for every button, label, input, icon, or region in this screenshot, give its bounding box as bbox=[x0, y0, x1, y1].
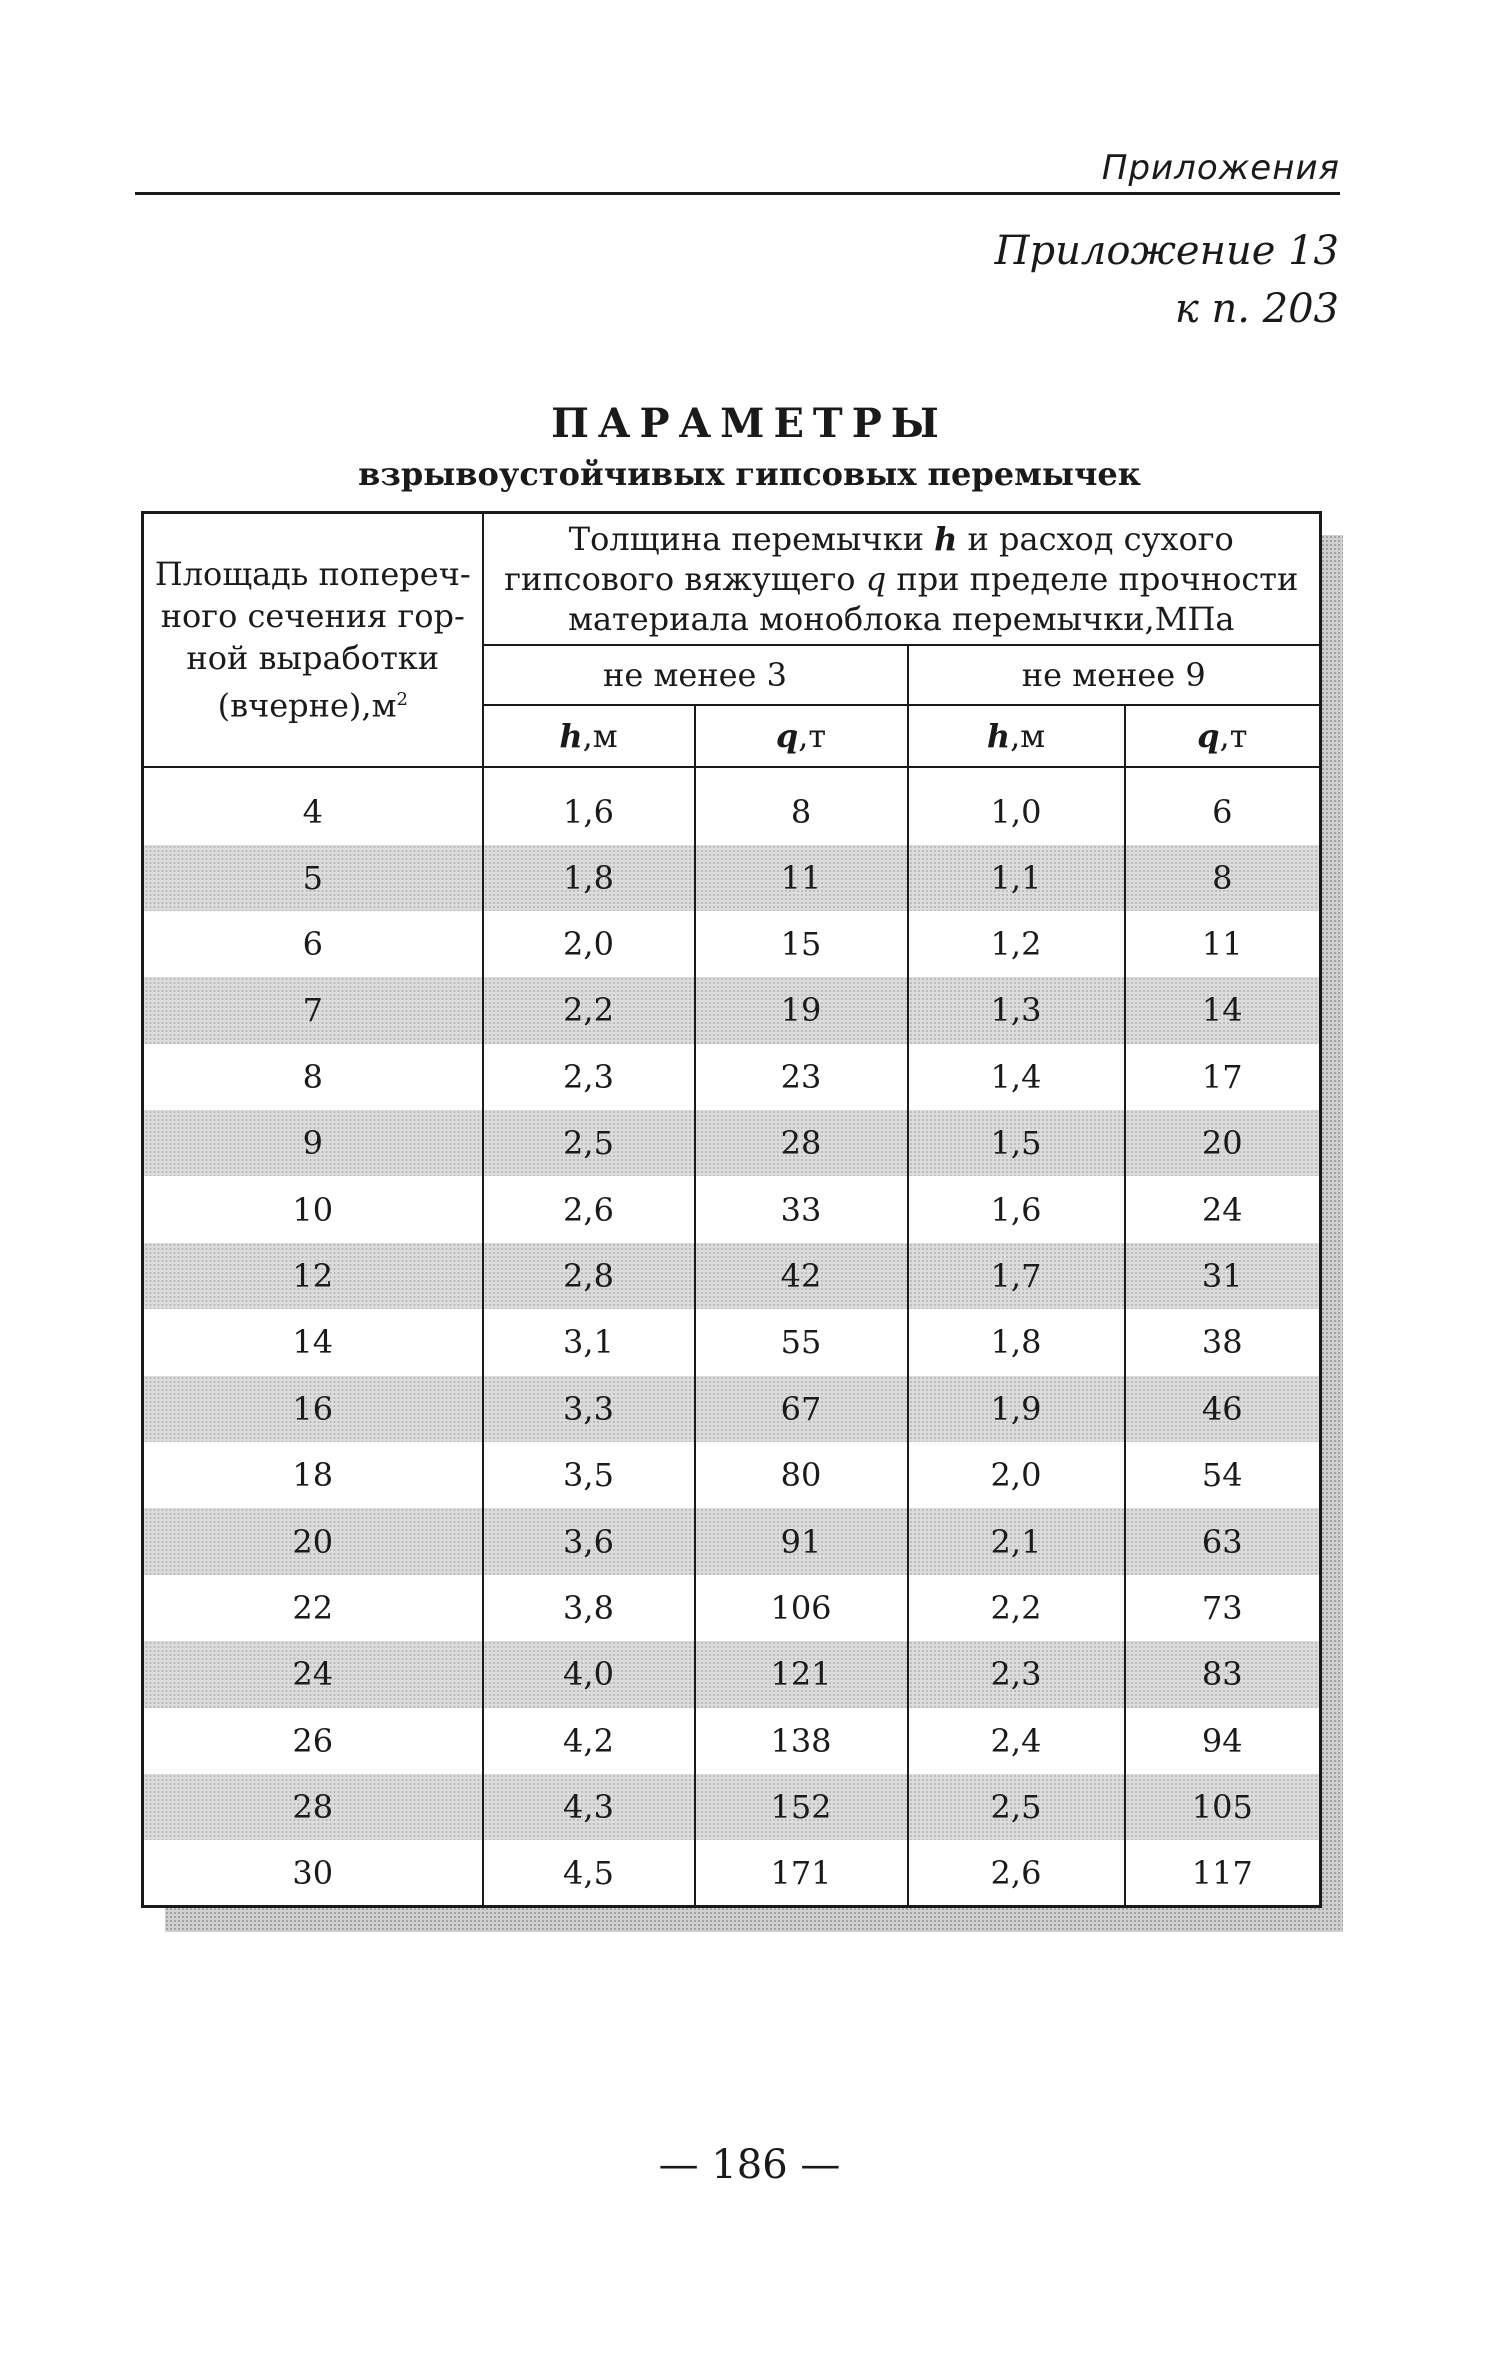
table-row bbox=[143, 1840, 1321, 1906]
parameters-table bbox=[141, 511, 1322, 1908]
cell-h-9: 1,1 bbox=[908, 845, 1125, 911]
cell-h-9: 1,5 bbox=[908, 1110, 1125, 1176]
cell-h-9: 1,8 bbox=[908, 1309, 1125, 1375]
cell-q-3: 91 bbox=[695, 1508, 908, 1574]
cell-area: 4 bbox=[143, 767, 483, 845]
document-title: ПАРАМЕТРЫ bbox=[551, 400, 948, 447]
cell-q-3: 138 bbox=[695, 1708, 908, 1774]
header-col-h-9: h,м bbox=[908, 705, 1125, 767]
table-row bbox=[143, 1176, 1321, 1242]
cell-q-3: 152 bbox=[695, 1774, 908, 1840]
cell-area: 20 bbox=[143, 1508, 483, 1574]
cell-area: 16 bbox=[143, 1376, 483, 1442]
cell-h-9: 2,2 bbox=[908, 1575, 1125, 1641]
cell-area: 12 bbox=[143, 1243, 483, 1309]
cell-q-9: 24 bbox=[1125, 1176, 1321, 1242]
cell-h-9: 2,1 bbox=[908, 1508, 1125, 1574]
cell-h-3: 4,5 bbox=[483, 1840, 695, 1906]
table-row bbox=[143, 977, 1321, 1043]
cell-area: 30 bbox=[143, 1840, 483, 1906]
cell-area: 7 bbox=[143, 977, 483, 1043]
cell-q-9: 31 bbox=[1125, 1243, 1321, 1309]
header-group-strength-9: не менее 9 bbox=[908, 645, 1321, 705]
cell-q-9: 73 bbox=[1125, 1575, 1321, 1641]
header-col-h-3: h,м bbox=[483, 705, 695, 767]
cell-h-3: 2,8 bbox=[483, 1243, 695, 1309]
cell-q-9: 6 bbox=[1125, 767, 1321, 845]
header-cross-section-area: Площадь попереч- ного сечения гор- ной выработки $(вчерне),м^2$ bbox=[143, 513, 483, 767]
cell-q-9: 14 bbox=[1125, 977, 1321, 1043]
cell-h-3: 4,3 bbox=[483, 1774, 695, 1840]
cell-q-9: 20 bbox=[1125, 1110, 1321, 1176]
cell-q-3: 23 bbox=[695, 1044, 908, 1110]
cell-q-9: 94 bbox=[1125, 1708, 1321, 1774]
cell-q-9: 17 bbox=[1125, 1044, 1321, 1110]
appendix-number: Приложение 13 bbox=[994, 228, 1339, 274]
running-header bbox=[135, 148, 1340, 195]
cell-q-3: 55 bbox=[695, 1309, 908, 1375]
cell-h-9: 1,7 bbox=[908, 1243, 1125, 1309]
header-col-q-9: q,т bbox=[1125, 705, 1321, 767]
cell-q-3: 15 bbox=[695, 911, 908, 977]
table-row bbox=[143, 845, 1321, 911]
table-row bbox=[143, 1110, 1321, 1176]
cell-q-3: 28 bbox=[695, 1110, 908, 1176]
table-row bbox=[143, 1376, 1321, 1442]
cell-h-9: 2,3 bbox=[908, 1641, 1125, 1707]
table-row bbox=[143, 1442, 1321, 1508]
cell-q-3: 11 bbox=[695, 845, 908, 911]
cell-q-9: 11 bbox=[1125, 911, 1321, 977]
cell-h-9: 2,4 bbox=[908, 1708, 1125, 1774]
cell-h-3: 4,2 bbox=[483, 1708, 695, 1774]
cell-h-3: 2,2 bbox=[483, 977, 695, 1043]
table-row bbox=[143, 1044, 1321, 1110]
cell-h-3: 2,6 bbox=[483, 1176, 695, 1242]
table-row bbox=[143, 1243, 1321, 1309]
cell-q-9: 54 bbox=[1125, 1442, 1321, 1508]
cell-h-3: 3,3 bbox=[483, 1376, 695, 1442]
cell-area: 28 bbox=[143, 1774, 483, 1840]
cell-h-9: 2,6 bbox=[908, 1840, 1125, 1906]
cell-h-9: 1,4 bbox=[908, 1044, 1125, 1110]
cell-h-9: 2,5 bbox=[908, 1774, 1125, 1840]
cell-area: 24 bbox=[143, 1641, 483, 1707]
cell-q-3: 80 bbox=[695, 1442, 908, 1508]
cell-h-3: 3,5 bbox=[483, 1442, 695, 1508]
table-row bbox=[143, 1708, 1321, 1774]
cell-h-9: 1,2 bbox=[908, 911, 1125, 977]
document-subtitle: взрывоустойчивых гипсовых перемычек bbox=[358, 455, 1141, 493]
cell-h-9: 1,6 bbox=[908, 1176, 1125, 1242]
cell-h-9: 2,0 bbox=[908, 1442, 1125, 1508]
cell-q-3: 19 bbox=[695, 977, 908, 1043]
cell-q-9: 63 bbox=[1125, 1508, 1321, 1574]
cell-q-3: 33 bbox=[695, 1176, 908, 1242]
cell-q-3: 42 bbox=[695, 1243, 908, 1309]
cell-h-3: 2,3 bbox=[483, 1044, 695, 1110]
cell-q-9: 8 bbox=[1125, 845, 1321, 911]
running-header-text: Приложения bbox=[1101, 148, 1340, 188]
header-col-q-3: q,т bbox=[695, 705, 908, 767]
appendix-clause: к п. 203 bbox=[1174, 286, 1339, 332]
table-row bbox=[143, 911, 1321, 977]
header-thickness-consumption: Толщина перемычки h и расход сухого гипсового вяжущего q при пределе прочности материала моноблока перемычки,МПа bbox=[483, 513, 1321, 645]
appendix-reference bbox=[995, 222, 1339, 338]
table-row bbox=[143, 1575, 1321, 1641]
cell-area: 5 bbox=[143, 845, 483, 911]
cell-q-3: 67 bbox=[695, 1376, 908, 1442]
table-row bbox=[143, 1309, 1321, 1375]
table-row bbox=[143, 1641, 1321, 1707]
table-row bbox=[143, 767, 1321, 845]
cell-q-9: 38 bbox=[1125, 1309, 1321, 1375]
cell-q-9: 46 bbox=[1125, 1376, 1321, 1442]
cell-area: 10 bbox=[143, 1176, 483, 1242]
cell-h-9: 1,3 bbox=[908, 977, 1125, 1043]
cell-q-3: 8 bbox=[695, 767, 908, 845]
cell-h-9: 1,0 bbox=[908, 767, 1125, 845]
table-body bbox=[143, 767, 1321, 1907]
cell-q-3: 171 bbox=[695, 1840, 908, 1906]
cell-area: 9 bbox=[143, 1110, 483, 1176]
parameters-table-container bbox=[141, 511, 1319, 1908]
cell-h-3: 4,0 bbox=[483, 1641, 695, 1707]
cell-area: 14 bbox=[143, 1309, 483, 1375]
cell-h-3: 1,8 bbox=[483, 845, 695, 911]
header-group-strength-3: не менее 3 bbox=[483, 645, 908, 705]
cell-area: 22 bbox=[143, 1575, 483, 1641]
cell-q-3: 106 bbox=[695, 1575, 908, 1641]
cell-h-3: 1,6 bbox=[483, 767, 695, 845]
cell-h-3: 2,5 bbox=[483, 1110, 695, 1176]
cell-h-9: 1,9 bbox=[908, 1376, 1125, 1442]
table-row bbox=[143, 1508, 1321, 1574]
cell-area: 6 bbox=[143, 911, 483, 977]
cell-q-9: 117 bbox=[1125, 1840, 1321, 1906]
table-row bbox=[143, 1774, 1321, 1840]
cell-q-3: 121 bbox=[695, 1641, 908, 1707]
cell-h-3: 2,0 bbox=[483, 911, 695, 977]
cell-q-9: 83 bbox=[1125, 1641, 1321, 1707]
cell-h-3: 3,6 bbox=[483, 1508, 695, 1574]
cell-area: 18 bbox=[143, 1442, 483, 1508]
cell-h-3: 3,8 bbox=[483, 1575, 695, 1641]
cell-h-3: 3,1 bbox=[483, 1309, 695, 1375]
cell-q-9: 105 bbox=[1125, 1774, 1321, 1840]
cell-area: 8 bbox=[143, 1044, 483, 1110]
page-number: — 186 — bbox=[658, 2142, 841, 2188]
cell-area: 26 bbox=[143, 1708, 483, 1774]
